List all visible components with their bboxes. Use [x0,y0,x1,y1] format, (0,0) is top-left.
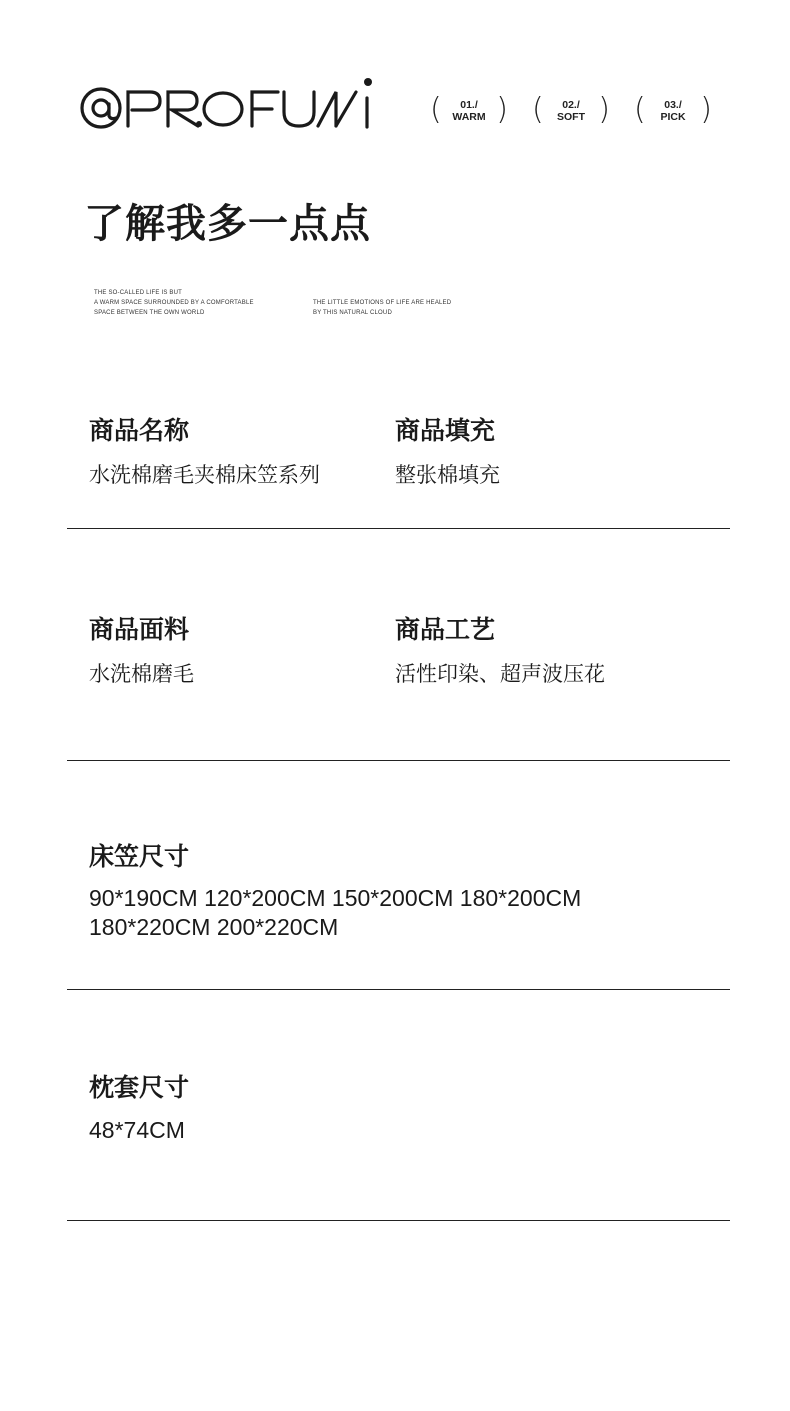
spec-label-craft: 商品工艺 [395,615,496,644]
tag-word: SOFT [557,111,585,123]
page-title: 了解我多一点点 [84,201,371,247]
spec-label-name: 商品名称 [89,416,190,445]
divider [67,989,730,990]
tagline-line: THE SO-CALLED LIFE IS BUT [94,290,183,296]
tagline-left [94,288,254,318]
tag-pick [634,94,712,128]
spec-label-sheet-size: 床笠尺寸 [89,842,190,871]
profumi-logo-mark [80,74,380,130]
tagline-right [313,298,451,318]
tag-number: 01./ [460,99,478,111]
tag-word: PICK [660,111,686,123]
tagline-line: A WARM SPACE SURROUNDED BY A COMFORTABLE [94,300,254,306]
right-bracket-icon: ) [700,92,712,127]
tag-warm [430,94,508,128]
tag-word: WARM [452,111,486,123]
divider [67,760,730,761]
left-bracket-icon: ( [634,92,646,127]
spec-value-name: 水洗棉磨毛夹棉床笠系列 [89,463,320,487]
right-bracket-icon: ) [496,92,508,127]
tag-row [430,94,712,128]
brand-logo [80,74,380,130]
spec-label-pillow-size: 枕套尺寸 [89,1073,190,1102]
right-bracket-icon: ) [598,92,610,127]
divider [67,1220,730,1221]
spec-label-filling: 商品填充 [395,416,496,445]
spec-value-sheet-size-line2: 180*220CM 200*220CM [89,914,339,940]
tag-soft [532,94,610,128]
left-bracket-icon: ( [532,92,544,127]
tag-number: 02./ [562,99,580,111]
spec-label-fabric: 商品面料 [89,615,190,644]
tag-number: 03./ [664,99,682,111]
left-bracket-icon: ( [430,92,442,127]
spec-value-pillow-size: 48*74CM [89,1117,185,1143]
tagline-line: THE LITTLE EMOTIONS OF LIFE ARE HEALED [313,300,452,306]
tagline-line: BY THIS NATURAL CLOUD [313,310,392,316]
spec-value-filling: 整张棉填充 [395,463,500,487]
tagline-line: SPACE BETWEEN THE OWN WORLD [94,310,205,316]
spec-value-fabric: 水洗棉磨毛 [89,662,194,686]
spec-value-sheet-size-line1: 90*190CM 120*200CM 150*200CM 180*200CM [89,885,582,911]
divider [67,528,730,529]
spec-value-craft: 活性印染、超声波压花 [395,662,605,686]
